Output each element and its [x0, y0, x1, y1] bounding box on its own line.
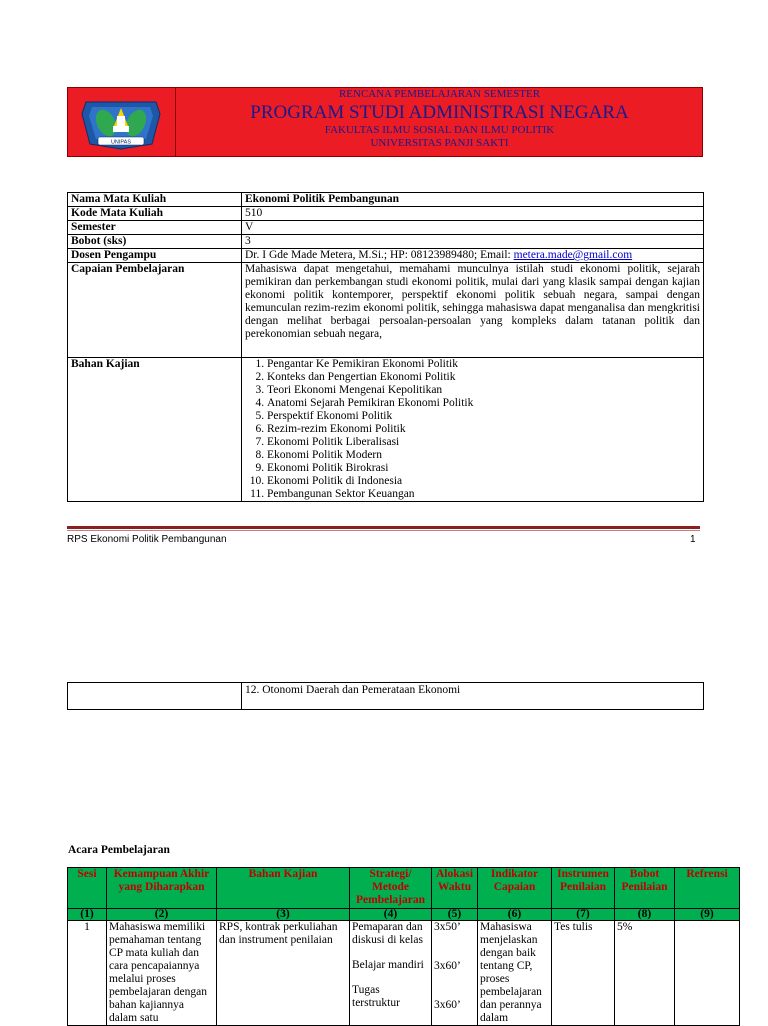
semester-value: V — [242, 221, 704, 235]
logo-text: UNIPAS — [110, 139, 132, 146]
col-number: (4) — [350, 909, 432, 921]
kode-label: Kode Mata Kuliah — [68, 207, 242, 221]
header-bahan: Bahan Kajian — [217, 868, 350, 909]
empty-label-cell — [68, 683, 242, 710]
list-item: 5. Perspektif Ekonomi Politik — [267, 410, 700, 423]
cell-kemampuan: Mahasiswa memiliki pemahaman tentang CP mata kuliah dan cara pencapaiannya melalui proses pembelajaran dengan bahan kajiannya dalam satu — [107, 921, 217, 1026]
footer-rule — [67, 526, 700, 529]
alokasi-item: 3x50’ — [434, 921, 461, 933]
table-row — [68, 193, 704, 207]
cell-strategi — [350, 921, 432, 1026]
strategi-item: Belajar mandiri — [352, 959, 424, 971]
cell-bobot: 5% — [615, 921, 675, 1026]
document-subtitle: RENCANA PEMBELAJARAN SEMESTER — [338, 88, 541, 100]
col-number: (3) — [217, 909, 350, 921]
program-title: PROGRAM STUDI ADMINISTRASI NEGARA — [250, 102, 629, 123]
table-row — [68, 358, 704, 502]
section-title: Acara Pembelajaran — [68, 844, 170, 856]
document-header — [67, 87, 703, 157]
cell-sesi: 1 — [68, 921, 107, 1026]
bahan-label: Bahan Kajian — [68, 358, 242, 502]
table-row — [68, 221, 704, 235]
faculty-name: FAKULTAS ILMU SOSIAL DAN ILMU POLITIK — [324, 124, 555, 136]
header-instrumen: Instrumen Penilaian — [552, 868, 615, 909]
acara-pembelajaran-table — [67, 867, 740, 1026]
header-kemampuan: Kemampuan Akhir yang Diharapkan — [107, 868, 217, 909]
header-refrensi: Refrensi — [675, 868, 740, 909]
header-alokasi: Alokasi Waktu — [432, 868, 478, 909]
footer-rule-thin — [67, 530, 700, 531]
header-bobot: Bobot Penilaian — [615, 868, 675, 909]
dosen-value: Dr. I Gde Made Metera, M.Si.; HP: 08123989480; Email: — [245, 249, 514, 261]
table-row — [68, 249, 704, 263]
university-name: UNIVERSITAS PANJI SAKTI — [370, 137, 509, 149]
course-info-table-continued — [67, 682, 704, 710]
col-number: (5) — [432, 909, 478, 921]
cell-indikator: Mahasiswa menjelaskan dengan baik tentang CP, proses pembelajaran dan perannya dalam — [478, 921, 552, 1026]
header-strategi: Strategi/ Metode Pembelajaran — [350, 868, 432, 909]
logo-cell — [68, 88, 176, 156]
kode-value: 510 — [242, 207, 704, 221]
col-number: (1) — [68, 909, 107, 921]
col-number: (9) — [675, 909, 740, 921]
header-indikator: Indikator Capaian — [478, 868, 552, 909]
footer-text: RPS Ekonomi Politik Pembangunan — [67, 534, 227, 545]
cell-instrumen: Tes tulis — [552, 921, 615, 1026]
cell-alokasi — [432, 921, 478, 1026]
list-item: 4. Anatomi Sejarah Pemikiran Ekonomi Politik — [267, 397, 700, 410]
nama-label: Nama Mata Kuliah — [68, 193, 242, 207]
nama-value: Ekonomi Politik Pembangunan — [242, 193, 704, 207]
header-sesi: Sesi — [68, 868, 107, 909]
table-row — [68, 683, 704, 710]
capaian-label: Capaian Pembelajaran — [68, 263, 242, 358]
list-item: 8. Ekonomi Politik Modern — [267, 449, 700, 462]
cell-bahan: RPS, kontrak perkuliahan dan instrument penilaian — [217, 921, 350, 1026]
col-number: (6) — [478, 909, 552, 921]
topic-12: 12. Otonomi Daerah dan Pemerataan Ekonomi — [242, 683, 704, 710]
semester-label: Semester — [68, 221, 242, 235]
table-row — [68, 207, 704, 221]
dosen-label: Dosen Pengampu — [68, 249, 242, 263]
table-row — [68, 921, 740, 1026]
strategi-item: Tugas terstruktur — [352, 984, 400, 1009]
capaian-value: Mahasiswa dapat mengetahui, memahami munculnya istilah studi ekonomi politik, sejarah pemikiran dan perkembangan studi ekonomi politik, mulai dari yang klasik sampai dengan kajian ekonomi politik kontemporer, perspektif ekonomi politik sebuah negara, sampai dengan kemunculan rezim-rezim ekonomi politik, sehingga mahasiswa dapat menganalisa dan mengkritisi dengan melihat berbagai persoalan-persoalan yang kompleks dalam tatanan politik dan perekonomian sebuah negara, — [242, 263, 704, 358]
alokasi-item: 3x60’ — [434, 999, 461, 1011]
alokasi-item: 3x60’ — [434, 960, 461, 972]
list-item: 11. Pembangunan Sektor Keuangan — [267, 488, 700, 501]
bobot-label: Bobot (sks) — [68, 235, 242, 249]
table-row — [68, 263, 704, 358]
list-item: 6. Rezim-rezim Ekonomi Politik — [267, 423, 700, 436]
list-item: 10. Ekonomi Politik di Indonesia — [267, 475, 700, 488]
list-item: 2. Konteks dan Pengertian Ekonomi Politik — [267, 371, 700, 384]
dosen-email-link[interactable]: metera.made@gmail.com — [513, 249, 633, 261]
table-row — [68, 235, 704, 249]
cell-refrensi — [675, 921, 740, 1026]
col-number: (2) — [107, 909, 217, 921]
col-number: (8) — [615, 909, 675, 921]
table-number-row — [68, 909, 740, 921]
university-logo — [80, 96, 162, 150]
list-item: 3. Teori Ekonomi Mengenai Kepolitikan — [267, 384, 700, 397]
bobot-value: 3 — [242, 235, 704, 249]
list-item: 7. Ekonomi Politik Liberalisasi — [267, 436, 700, 449]
topic-list — [245, 358, 700, 501]
col-number: (7) — [552, 909, 615, 921]
strategi-item: Pemaparan dan diskusi di kelas — [352, 921, 423, 946]
bahan-cell — [242, 358, 704, 502]
page-number: 1 — [690, 534, 696, 545]
dosen-cell — [242, 249, 704, 263]
list-item: 9. Ekonomi Politik Birokrasi — [267, 462, 700, 475]
course-info-table — [67, 192, 704, 502]
list-item: 1. Pengantar Ke Pemikiran Ekonomi Politik — [267, 358, 700, 371]
table-header-row — [68, 868, 740, 909]
